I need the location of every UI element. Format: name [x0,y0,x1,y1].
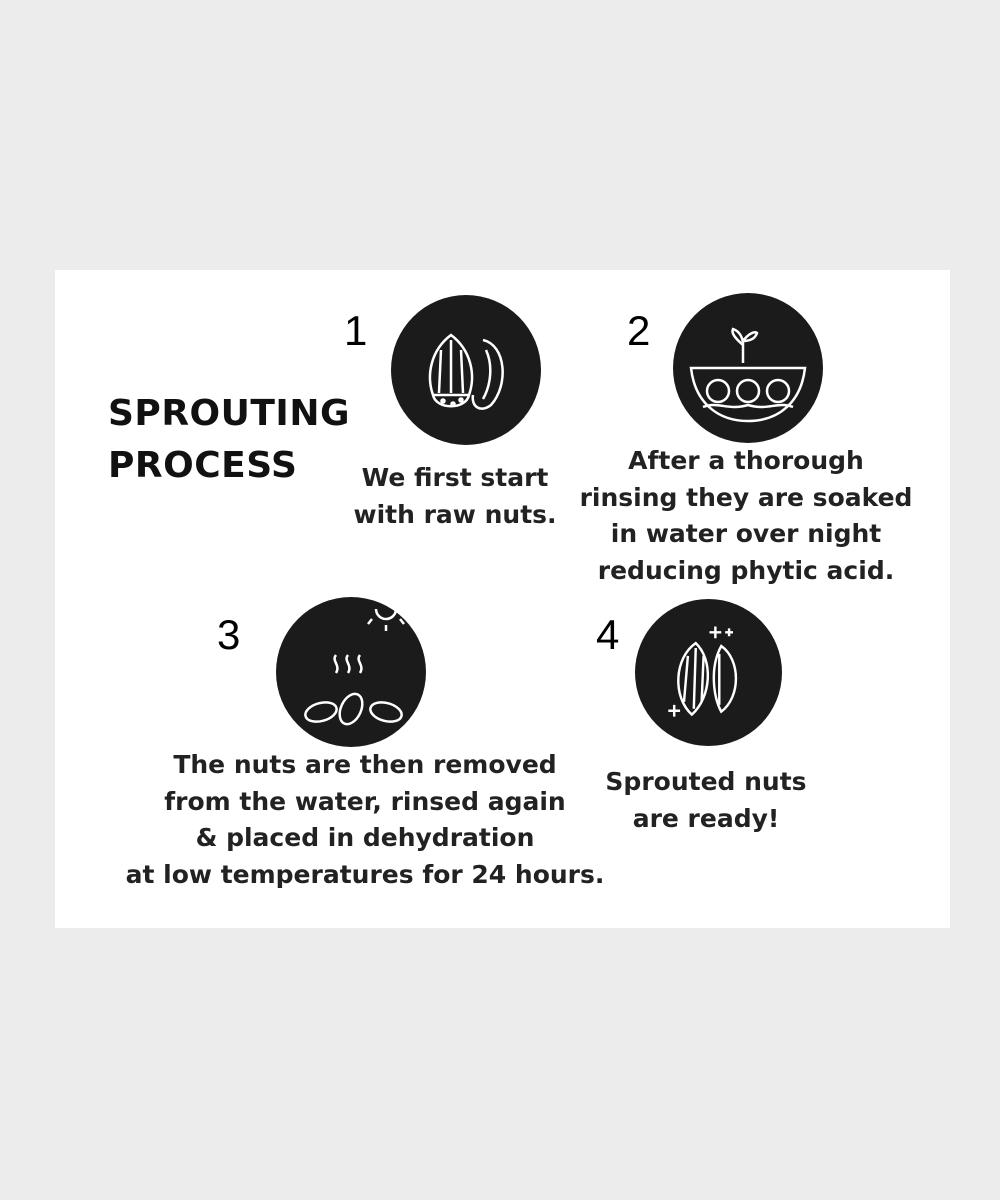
raw-nuts-icon [391,295,541,445]
step-2-description [580,443,913,589]
step-1-number: 1 [344,307,368,354]
step-3-number: 3 [217,611,241,658]
text-line: at low temperatures for 24 hours. [125,859,605,889]
text-line: & placed in dehydration [195,823,535,852]
dehydration-icon [276,597,426,747]
title-line: PROCESS [108,445,298,486]
text-line: with raw nuts. [353,499,557,529]
text-line: rinsing they are soaked [579,482,913,512]
text-line: from the water, rinsed again [164,786,566,816]
step-3-description [126,747,605,893]
page-title [108,388,350,492]
step-2-number: 2 [627,307,651,354]
text-line: After a thorough [628,446,864,475]
step-1-description [353,460,556,533]
text-line: are ready! [632,803,780,833]
title-line: SPROUTING [108,393,350,434]
soaking-bowl-icon [673,293,823,443]
text-line: The nuts are then removed [173,750,557,779]
sprouted-nuts-icon [635,599,782,746]
text-line: Sprouted nuts [605,767,807,796]
text-line: reducing phytic acid. [597,555,895,585]
text-line: We first start [361,463,549,492]
step-4-description [605,764,806,837]
step-4-number: 4 [596,611,620,658]
text-line: in water over night [610,519,882,548]
